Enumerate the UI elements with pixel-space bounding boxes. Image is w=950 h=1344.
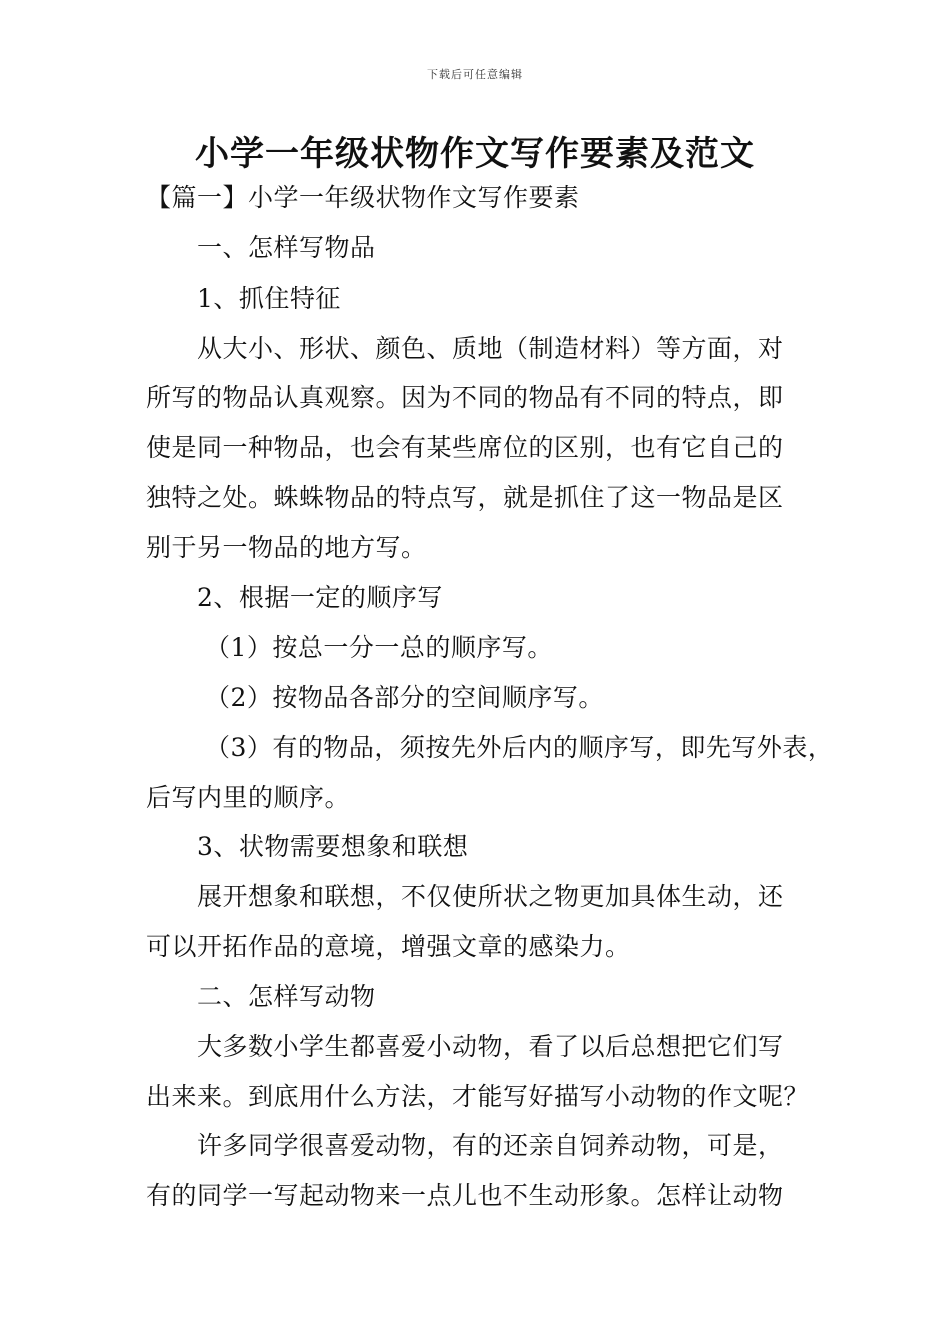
paragraph-line: 后写内里的顺序。 bbox=[146, 783, 351, 812]
paragraph-line: 从大小、形状、颜色、质地（制造材料）等方面，对 bbox=[197, 334, 784, 363]
document-title: 小学一年级状物作文写作要素及范文 bbox=[195, 134, 755, 174]
paragraph-line: 别于另一物品的地方写。 bbox=[146, 533, 427, 562]
subheading: 3、状物需要想象和联想 bbox=[197, 832, 469, 861]
header-note: 下载后可任意编辑 bbox=[427, 68, 523, 81]
subheading: 1、抓住特征 bbox=[197, 284, 341, 313]
paragraph-line: 展开想象和联想，不仅使所状之物更加具体生动，还 bbox=[197, 882, 784, 911]
paragraph-line: 所写的物品认真观察。因为不同的物品有不同的特点，即 bbox=[146, 383, 784, 412]
list-item: （1）按总一分一总的顺序写。 bbox=[205, 633, 553, 662]
list-item: （3）有的物品，须按先外后内的顺序写，即先写外表， bbox=[205, 733, 834, 762]
paragraph-line: 有的同学一写起动物来一点儿也不生动形象。怎样让动物 bbox=[146, 1181, 784, 1210]
paragraph-line: 使是同一种物品，也会有某些席位的区别，也有它自己的 bbox=[146, 433, 784, 462]
list-item: （2）按物品各部分的空间顺序写。 bbox=[205, 683, 604, 712]
paragraph-line: 大多数小学生都喜爱小动物，看了以后总想把它们写 bbox=[197, 1032, 784, 1061]
subheading: 一、怎样写物品 bbox=[197, 233, 376, 262]
section-heading: 【篇一】小学一年级状物作文写作要素 bbox=[146, 183, 580, 212]
paragraph-line: 许多同学很喜爱动物，有的还亲自饲养动物，可是， bbox=[197, 1131, 784, 1160]
subheading: 2、根据一定的顺序写 bbox=[197, 583, 443, 612]
paragraph-line: 可以开拓作品的意境，增强文章的感染力。 bbox=[146, 932, 631, 961]
paragraph-line: 独特之处。蛛蛛物品的特点写，就是抓住了这一物品是区 bbox=[146, 483, 784, 512]
subheading: 二、怎样写动物 bbox=[197, 982, 376, 1011]
paragraph-line: 出来来。到底用什么方法，才能写好描写小动物的作文呢？ bbox=[146, 1082, 810, 1111]
